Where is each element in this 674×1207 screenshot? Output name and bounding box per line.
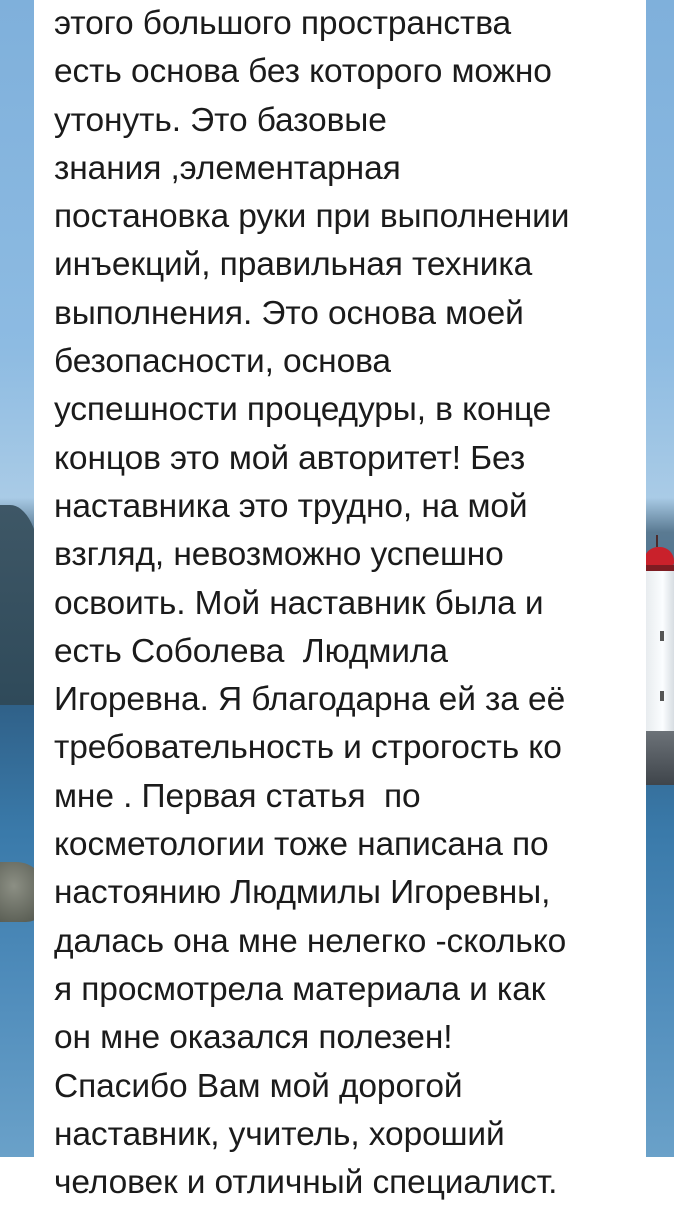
lighthouse-spire [656,535,658,547]
message-line: наставника это трудно, на мой [54,487,528,525]
message-line: взгляд, невозможно успешно [54,536,504,574]
message-line: безопасности, основа [54,343,391,381]
message-bubble[interactable] [34,0,646,1202]
message-line: мне . Первая статья по [54,777,421,815]
message-line: инъекций, правильная техника [54,246,533,284]
message-line: выполнения. Это основа моей [54,294,524,332]
message-line: человек и отличный специалист. [54,1164,558,1202]
message-line: есть основа без которого можно [54,53,552,91]
message-line: он мне оказался полезен! [54,1019,453,1057]
message-line: знания ,элементарная [54,149,401,187]
message-line: я просмотрела материала и как [54,970,546,1008]
message-line: требовательность и строгость ко [54,729,562,767]
message-line: настоянию Людмилы Игоревны, [54,874,551,912]
lighthouse-tower [646,571,674,731]
message-line: Спасибо Вам мой дорогой [54,1067,463,1105]
message-line: Игоревна. Я благодарна ей за её [54,681,566,719]
message-line: постановка руки при выполнении [54,198,570,236]
lighthouse-window [660,631,664,641]
message-line: освоить. Мой наставник была и [54,584,544,622]
message-line: утонуть. Это базовые [54,101,387,139]
message-line: концов это мой авторитет! Без [54,439,526,477]
message-line: успешности процедуры, в конце [54,391,552,429]
message-line: далась она мне нелегко -сколько [54,922,567,960]
message-line: наставник, учитель, хороший [54,1115,505,1153]
lighthouse-window [660,691,664,701]
lighthouse-lantern [644,547,674,565]
message-line: есть Соболева Людмила [54,632,448,670]
message-line: косметологии тоже написана по [54,826,549,864]
message-text [54,0,646,1207]
message-line: этого большого пространства [54,5,512,42]
